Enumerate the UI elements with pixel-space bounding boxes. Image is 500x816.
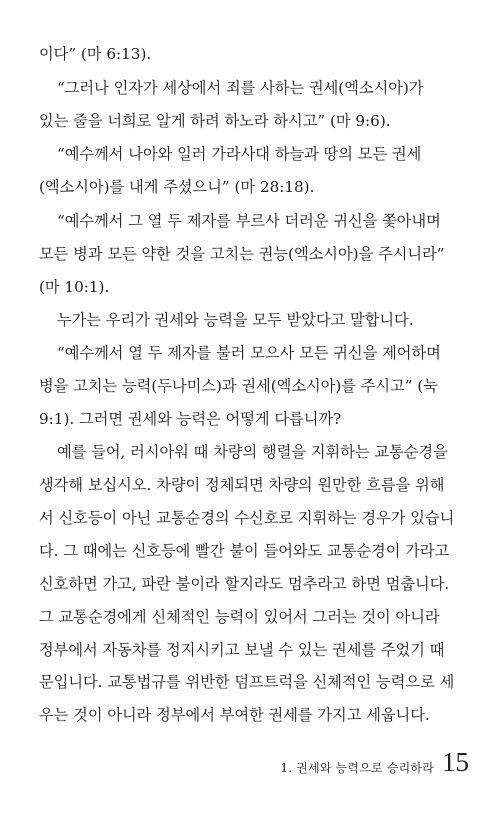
text-line: 다. 그 때에는 신호등에 빨간 불이 들어와도 교통순경이 가라고 (39, 542, 450, 560)
text-line: “예수께서 열 두 제자를 불러 모으사 모든 귀신을 제어하며 (57, 344, 441, 362)
text-line: 이다” (마 6:13). (39, 45, 152, 63)
text-line: 그 교통순경에게 신체적인 능력이 있어서 그러는 것이 아니라 (39, 608, 440, 626)
text-line: “예수께서 그 열 두 제자를 부르사 더러운 귀신을 쫓아내며 (57, 212, 441, 230)
text-line: (엑소시아)를 내게 주셨으니” (마 28:18). (39, 178, 315, 196)
text-line: 모든 병과 모든 약한 것을 고치는 권능(엑소시아)을 주시니라” (39, 245, 445, 263)
text-line: 있는 줄을 너희로 알게 하려 하노라 하시고” (마 9:6). (39, 112, 391, 130)
running-title: 1. 권세와 능력으로 승리하라 (280, 761, 434, 775)
text-line: “그러나 인자가 세상에서 죄를 사하는 권세(엑소시아)가 (57, 79, 424, 97)
text-line: (마 10:1). (39, 278, 110, 296)
text-line: 문입니다. 교통법규를 위반한 덤프트럭을 신체적인 능력으로 세 (39, 673, 455, 691)
text-line: 9:1). 그러면 권세와 능력은 어떻게 다릅니까? (39, 410, 342, 428)
text-line: “예수께서 나아와 일러 가라사대 하늘과 땅의 모든 권세 (57, 145, 422, 163)
text-line: 신호하면 가고, 파란 불이라 할지라도 멈추라고 하면 멈춥니다. (39, 575, 450, 593)
text-line: 생각해 보십시오. 차량이 정체되면 차량의 원만한 흐름을 위해 (39, 476, 445, 494)
text-line: 정부에서 자동차를 정지시키고 보낼 수 있는 권세를 주었기 때 (39, 641, 445, 659)
text-line: 우는 것이 아니라 정부에서 부여한 권세를 가지고 세웁니다. (39, 706, 430, 724)
text-line: 서 신호등이 아닌 교통순경의 수신호로 지휘하는 경우가 있습니 (39, 509, 455, 527)
text-line: 예를 들어, 러시아워 때 차량의 행렬을 지휘하는 교통순경을 (57, 443, 448, 461)
page-number: 15 (442, 747, 469, 777)
text-line: 병을 고치는 능력(두나미스)과 권세(엑소시아)를 주시고” (눅 (39, 377, 438, 395)
text-line: 누가는 우리가 권세와 능력을 모두 받았다고 말합니다. (57, 311, 414, 329)
